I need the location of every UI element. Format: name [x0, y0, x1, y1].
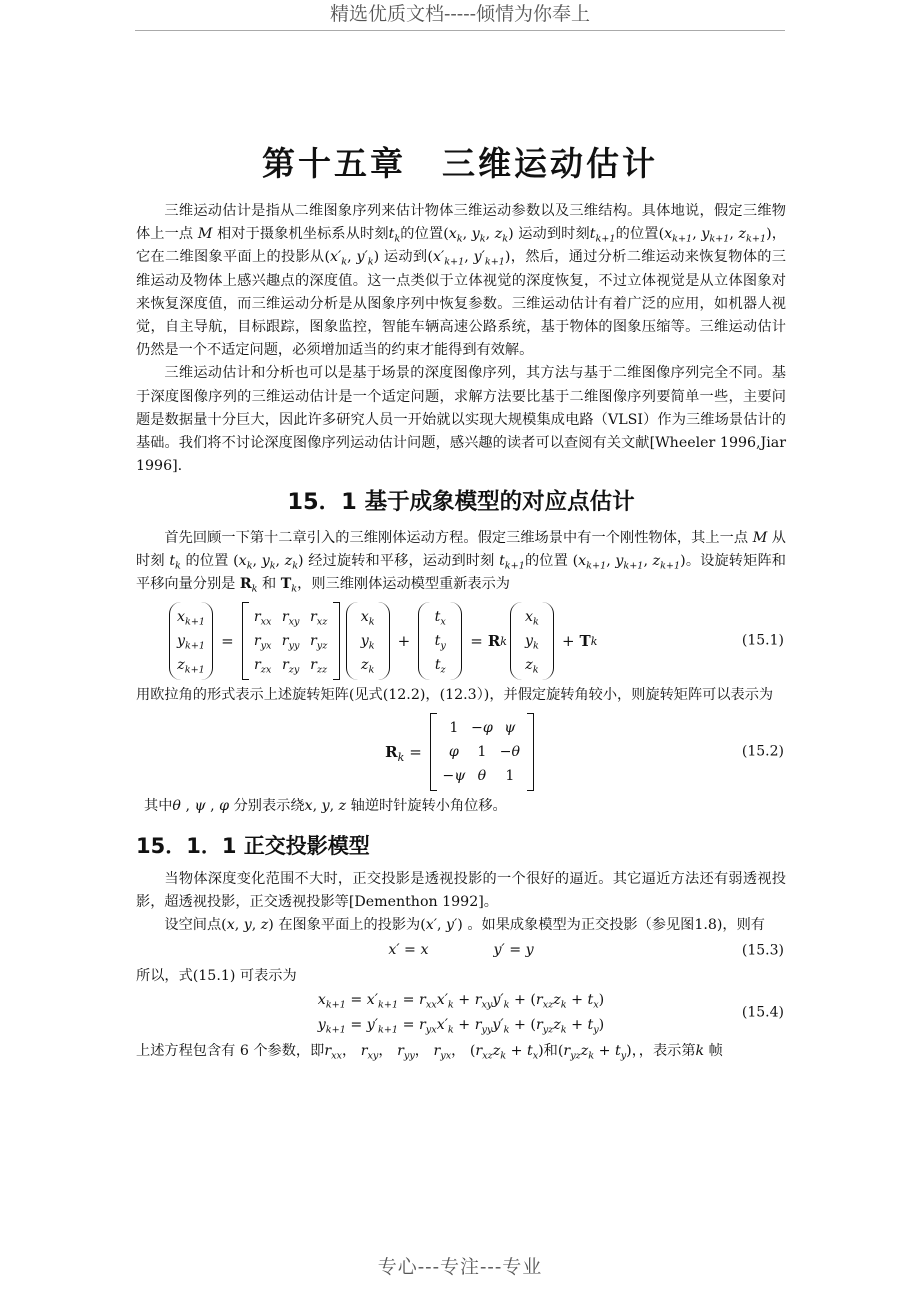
vector-xyz-k-2: $x_k$ $y_k$ $z_k$ [510, 602, 554, 680]
subsection-title: 15．1．1 正交投影模型 [136, 833, 370, 858]
subsection-paragraph-1: 当物体深度变化范围不大时，正交投影是透视投影的一个很好的逼近。其它逼近方法还有弱透视投影，超透视投影，正交透视投影等[Dementhon 1992]。 [136, 870, 786, 911]
translation-vector: $t_x$ $t_y$ $t_z$ [418, 602, 462, 680]
document-body [136, 200, 786, 1063]
intro-paragraph-2: 三维运动估计和分析也可以是基于场景的深度图像序列，其方法与基于二维图像序列完全不同。基于深度图像序列的三维运动估计是一个适定问题，求解方法要比基于二维图像序列要简单一些，主要问题是数据量十分巨大，因此许多研究人员一开始就以实现大规模集成电路（VLSI）作为三维场景估计的基础。我们将不讨论深度图像序列运动估计问题，感兴趣的读者可以查阅有关文献[Wheeler 1996,Jiar 1996]. [136, 365, 786, 475]
intro-paragraph-1: 三维运动估计是指从二维图象序列来估计物体三维运动参数以及三维结构。具体地说，假定三维物体上一点 M 相对于摄象机坐标系从时刻$t_k$的位置($x_k$, $y_k$, $z_k$) 运动到时刻$t_{k+1}$的位置($x_{k+1}$, $y_{k+1}$, $z_{k+1}$)，它在二维图象平面上的投影从($x'_k$, $y'_k$) 运动到($x'_{k+1}$, $y'_{k+1}$)，然后，通过分析二维运动来恢复物体的三维运动及物体上感兴趣点的深度值。这一点类似于立体视觉的深度恢复，不过立体视觉是从立体图象对来恢复深度值，而三维运动分析是从图象序列中恢复参数。三维运动估计有着广泛的应用，如机器人视觉，自主导航，目标跟踪，图象监控，智能车辆高速公路系统，基于物体的图象压缩等。三维运动估计仍然是一个不适定问题，必须增加适当的约束才能得到有效解。 [136, 203, 786, 359]
equation-number-15-3: (15.3) [741, 942, 784, 959]
section-paragraph-1: 首先回顾一下第十二章引入的三维刚体运动方程。假定三维场景中有一个刚性物体，其上一点 M 从时刻 $t_k$ 的位置 ($x_k$, $y_k$, $z_k$) 经过旋转和平移，运动到时刻 $t_{k+1}$的位置 ($x_{k+1}$, $y_{k+1}$, $z_{k+1}$)。设旋转矩阵和平移向量分别是 $R_k$ 和 $T_k$，则三维刚体运动模型重新表示为 [136, 529, 786, 595]
section-paragraph-3: 其中θ , ψ , φ 分别表示绕x, y, z 轴逆时针旋转小角位移。 [144, 798, 507, 815]
equation-15-3: x′ = x y′ = y (15.3) [136, 939, 786, 962]
equation-number-15-4: (15.4) [741, 1004, 784, 1021]
page-footer: 专心---专注---专业 [377, 1256, 543, 1278]
subsection-paragraph-3: 所以，式(15.1) 可表示为 [136, 967, 297, 984]
rotation-matrix: $r_{xx}$ $r_{xy}$ $r_{xz}$ $r_{yx}$ $r_{yy}$ $r_{yz}$ $r_{zx}$ $r_{zy}$ $r_{zz}$ [242, 602, 340, 680]
chapter-title: 第十五章 三维运动估计 [262, 144, 658, 183]
subsection-paragraph-2: 设空间点(x, y, z) 在图象平面上的投影为(x′, y′) 。如果成象模型为正交投影（参见图1.8)，则有 [164, 917, 765, 934]
equation-number-15-1: (15.1) [741, 632, 784, 649]
section-title: 15．1 基于成象模型的对应点估计 [287, 489, 635, 516]
vector-xyz-k1: $x_{k+1}$ $y_{k+1}$ $z_{k+1}$ [169, 602, 213, 680]
equation-15-1: $x_{k+1}$ $y_{k+1}$ $z_{k+1}$ = $r_{xx}$ $r_{xy}$ $r_{xz}$ $r_{yx}$ $r_{yy}$ $r_{yz}$ $r_{zx}$ $r_{zy}$ $r_{zz}$ $x_k$ $y_k$ $z_k$ + $t_x$ $t_y$ $t_z$ = R k $x_k$ $y_k$ $z_k$ + T k (15.1) [136, 602, 786, 680]
small-angle-rotation-matrix: 1 −φ ψ φ 1 −θ −ψ θ 1 [430, 713, 534, 791]
subsection-paragraph-4: 上述方程包含有 6 个参数，即$r_{xx}$， $r_{xy}$， $r_{yy}$， $r_{yx}$， $(r_{xz}z_k + t_x)$和$(r_{yz}z_k + t_y)$，，表示第k 帧 [136, 1042, 723, 1062]
equation-15-4: $x_{k+1} = x'_{k+1} = r_{xx}x'_k + r_{xy}y'_k + (r_{xz}z_k + t_x)$ $y_{k+1} = y'_{k+1} = r_{yx}x'_k + r_{yy}y'_k + (r_{yz}z_k + t_y)$ (15.4) [317, 991, 784, 1036]
vector-xyz-k: $x_k$ $y_k$ $z_k$ [346, 602, 390, 680]
equation-number-15-2: (15.2) [741, 743, 784, 760]
equation-15-2: R k = 1 −φ ψ φ 1 −θ −ψ θ 1 (15.2) [136, 713, 786, 791]
page-header: 精选优质文档-----倾情为你奉上 [135, 0, 785, 31]
section-paragraph-2: 用欧拉角的形式表示上述旋转矩阵(见式(12.2)，(12.3）)，并假定旋转角较小，则旋转矩阵可以表示为 [136, 687, 774, 704]
